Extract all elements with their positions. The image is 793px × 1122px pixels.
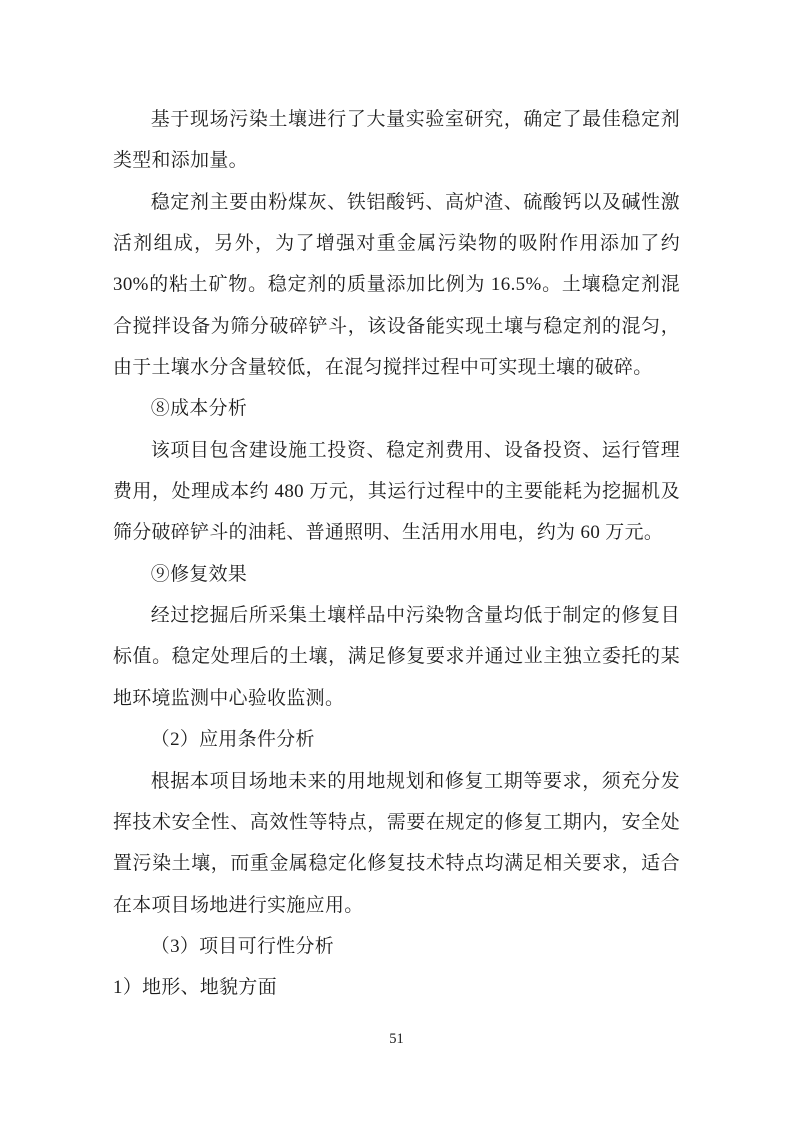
section-heading-feasibility-analysis: （3）项目可行性分析 [150, 935, 335, 957]
section-heading-remediation-effect: ⑨修复效果 [150, 563, 248, 585]
page-number: 51 [389, 1031, 404, 1047]
subsection-heading-terrain: 1）地形、地貌方面 [113, 977, 277, 999]
section-heading-application-conditions: （2）应用条件分析 [150, 729, 315, 751]
section-heading-cost-analysis: ⑧成本分析 [150, 398, 248, 420]
paragraph: 该项目包含建设施工投资、稳定剂费用、设备投资、运行管理费用，处理成本约 480 万元，其运行过程中的主要能耗为挖掘机及筛分破碎铲斗的油耗、普通照明、生活用水用电，约为 60 万元。 [113, 439, 680, 544]
paragraph: 稳定剂主要由粉煤灰、铁铝酸钙、高炉渣、硫酸钙以及碱性激活剂组成，另外，为了增强对重金属污染物的吸附作用添加了约 30%的粘土矿物。稳定剂的质量添加比例为 16.5%。土壤稳定剂混合搅拌设备为筛分破碎铲斗，该设备能实现土壤与稳定剂的混匀，由于土壤水分含量较低，在混匀搅拌过程中可实现土壤的破碎。 [113, 191, 680, 379]
paragraph: 基于现场污染土壤进行了大量实验室研究，确定了最佳稳定剂类型和添加量。 [113, 109, 680, 172]
paragraph: 经过挖掘后所采集土壤样品中污染物含量均低于制定的修复目标值。稳定处理后的土壤，满足修复要求并通过业主独立委托的某地环境监测中心验收监测。 [113, 605, 680, 709]
document-body [113, 99, 680, 1009]
paragraph: 根据本项目场地未来的用地规划和修复工期等要求，须充分发挥技术安全性、高效性等特点，需要在规定的修复工期内，安全处置污染土壤，而重金属稳定化修复技术特点均满足相关要求，适合在本项目场地进行实施应用。 [113, 770, 680, 916]
